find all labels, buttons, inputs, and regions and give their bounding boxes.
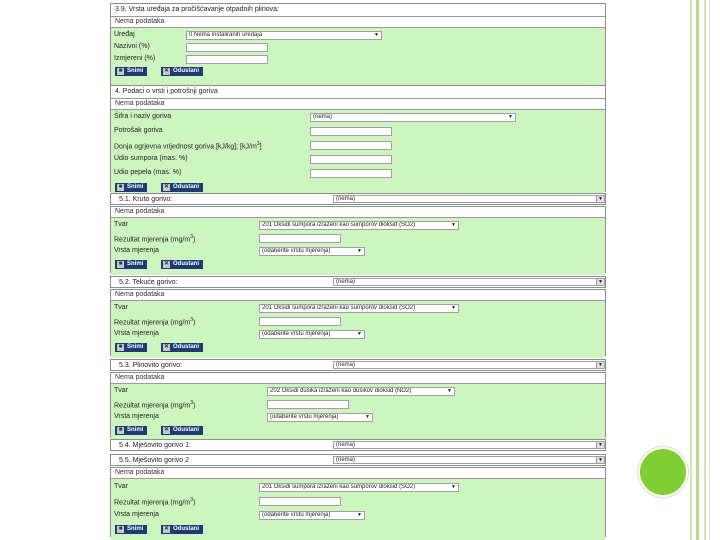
field-label: Nazivni (%) (114, 43, 150, 50)
chevron-down-icon: ▼ (451, 222, 456, 228)
cancel-button[interactable]: ✕ Odustani (161, 260, 203, 269)
disk-icon: ■ (118, 68, 123, 74)
device-select[interactable]: 0 Nema instaliranih uređaja ▼ (186, 31, 382, 40)
disk-icon: ■ (118, 344, 123, 350)
fuel-select[interactable]: (nema) ▼ (333, 441, 605, 449)
fuel-select[interactable]: (nema) ▼ (333, 456, 605, 464)
close-icon: ✕ (163, 526, 170, 532)
decor-line (696, 0, 699, 540)
ash-input[interactable] (310, 169, 392, 178)
calorific-input[interactable] (310, 141, 392, 150)
chevron-down-icon: ▼ (596, 279, 604, 285)
subsection-5-2 (110, 289, 606, 356)
decor-line (704, 0, 706, 540)
field-label: Vrsta mjerenja (114, 511, 159, 518)
subsection-title: 5.1. Kruto gorivo: (119, 196, 173, 203)
save-button[interactable]: ■ Snimi (115, 260, 147, 269)
chevron-down-icon: ▼ (357, 331, 362, 337)
chevron-down-icon: ▼ (357, 512, 362, 518)
field-label: Vrsta mjerenja (114, 330, 159, 337)
result-input[interactable] (267, 400, 349, 409)
chevron-down-icon: ▼ (596, 362, 604, 368)
save-button[interactable]: ■ Snimi (115, 67, 147, 76)
chevron-down-icon: ▼ (596, 442, 604, 448)
subsection-title: 5.2. Tekuće gorivo: (119, 279, 178, 286)
section-title: 4. Podaci o vrsti i potrošnji goriva (111, 86, 605, 99)
field-label: Rezultat mjerenja $(mg/m^3)$ (114, 317, 196, 327)
measurement-type-select[interactable]: (odaberite vrstu mjerenja) ▼ (259, 511, 365, 520)
form-panel (110, 0, 606, 540)
no-data-label: Nema podataka (111, 17, 605, 28)
substance-select[interactable]: 201 Oksidi sumpora izraženi kao sumporov dioksid (SO2) ▼ (259, 221, 459, 230)
subsection-5-1 (110, 206, 606, 273)
no-data-label: Nema podataka (111, 468, 605, 479)
chevron-down-icon: ▼ (508, 114, 513, 120)
close-icon: ✕ (163, 344, 170, 350)
subsection-title: 5.3. Plinovito gorivo: (119, 362, 183, 369)
decor-line (709, 0, 710, 540)
cancel-button[interactable]: ✕ Odustani (161, 343, 203, 352)
fuel-select[interactable]: (nema) ▼ (333, 361, 605, 369)
no-data-label: Nema podataka (111, 99, 605, 110)
subsection-5-5-header (110, 454, 606, 466)
chevron-down-icon: ▼ (374, 32, 379, 38)
save-button[interactable]: ■ Snimi (115, 525, 147, 534)
save-button[interactable]: ■ Snimi (115, 183, 147, 192)
subsection-5-5 (110, 467, 606, 537)
field-label: Tvar (114, 483, 128, 490)
cancel-button[interactable]: ✕ Odustani (161, 67, 203, 76)
measurement-type-select[interactable]: (odaberite vrstu mjerenja) ▼ (259, 330, 365, 339)
chevron-down-icon: ▼ (365, 414, 370, 420)
substance-select[interactable]: 201 Oksidi sumpora izraženi kao sumporov dioksid (SO2) ▼ (259, 483, 459, 492)
save-button[interactable]: ■ Snimi (115, 343, 147, 352)
cancel-button[interactable]: ✕ Odustani (161, 525, 203, 534)
disk-icon: ■ (118, 261, 123, 267)
subsection-title: 5.5. Mješovito gorivo 2 (119, 457, 190, 464)
cancel-button[interactable]: ✕ Odustani (161, 426, 203, 435)
nominal-input[interactable] (186, 43, 268, 52)
field-label: Tvar (114, 304, 128, 311)
close-icon: ✕ (163, 184, 170, 190)
result-input[interactable] (259, 234, 341, 243)
subsection-5-3-header (110, 359, 606, 371)
subsection-5-2-header (110, 276, 606, 288)
chevron-down-icon: ▼ (596, 196, 604, 202)
chevron-down-icon: ▼ (451, 305, 456, 311)
field-label: Potrošak goriva (114, 127, 163, 134)
field-label: Rezultat mjerenja $(mg/m^3)$ (114, 497, 196, 507)
decor-circle (640, 449, 686, 495)
fuel-select[interactable]: (nema) ▼ (333, 278, 605, 286)
subsection-5-4-header (110, 439, 606, 451)
close-icon: ✕ (163, 427, 170, 433)
field-label: Udio sumpora (mas. %) (114, 155, 188, 162)
result-input[interactable] (259, 317, 341, 326)
consumption-input[interactable] (310, 127, 392, 136)
field-label: Izmjereni (%) (114, 55, 156, 62)
disk-icon: ■ (118, 184, 123, 190)
no-data-label: Nema podataka (111, 373, 605, 384)
subsection-title: 5.4. Mješovito gorivo 1: (119, 442, 191, 449)
cancel-button[interactable]: ✕ Odustani (161, 183, 203, 192)
disk-icon: ■ (118, 427, 123, 433)
measurement-type-select[interactable]: (odaberite vrstu mjerenja) ▼ (259, 247, 365, 256)
section-4 (110, 85, 606, 192)
substance-select[interactable]: 202 Oksidi dušika izraženi kao dušikov dioksid (NO2) ▼ (267, 387, 455, 396)
no-data-label: Nema podataka (111, 207, 605, 218)
sulfur-input[interactable] (310, 155, 392, 164)
measurement-type-select[interactable]: (odaberite vrstu mjerenja) ▼ (267, 413, 373, 422)
field-label: Tvar (114, 387, 128, 394)
close-icon: ✕ (163, 261, 170, 267)
measured-input[interactable] (186, 55, 268, 64)
decor-line (690, 0, 692, 540)
field-label: Rezultat mjerenja $(mg/m^3)$ (114, 234, 196, 244)
field-label: Šifra i naziv goriva (114, 113, 172, 120)
chevron-down-icon: ▼ (357, 248, 362, 254)
no-data-label: Nema podataka (111, 290, 605, 301)
result-input[interactable] (259, 497, 341, 506)
section-3-9 (110, 3, 606, 85)
subsection-5-3 (110, 372, 606, 438)
fuel-select[interactable]: (nema) ▼ (310, 113, 516, 122)
chevron-down-icon: ▼ (451, 484, 456, 490)
section-title: 3.9. Vrsta uređaja za pročišćavanje otpadnih plinova: (111, 4, 605, 17)
field-label: Tvar (114, 221, 128, 228)
chevron-down-icon: ▼ (596, 457, 604, 463)
substance-select[interactable]: 201 Oksidi sumpora izraženi kao sumporov dioksid (SO2) ▼ (259, 304, 459, 313)
close-icon: ✕ (163, 68, 170, 74)
field-label: Vrsta mjerenja (114, 413, 159, 420)
field-label: Udio pepela (mas. %) (114, 169, 182, 176)
subsection-5-1-header (110, 193, 606, 205)
fuel-select[interactable]: (nema) ▼ (333, 195, 605, 203)
field-label: Uređaj (114, 31, 135, 38)
field-label: Rezultat mjerenja $(mg/m^3)$ (114, 400, 196, 410)
save-button[interactable]: ■ Snimi (115, 426, 147, 435)
field-label: Vrsta mjerenja (114, 247, 159, 254)
chevron-down-icon: ▼ (447, 388, 452, 394)
field-label: Donja ogrjevna vrijednost goriva [kJ/kg]; $[kJ/m^3]$ (114, 141, 262, 151)
disk-icon: ■ (118, 526, 123, 532)
